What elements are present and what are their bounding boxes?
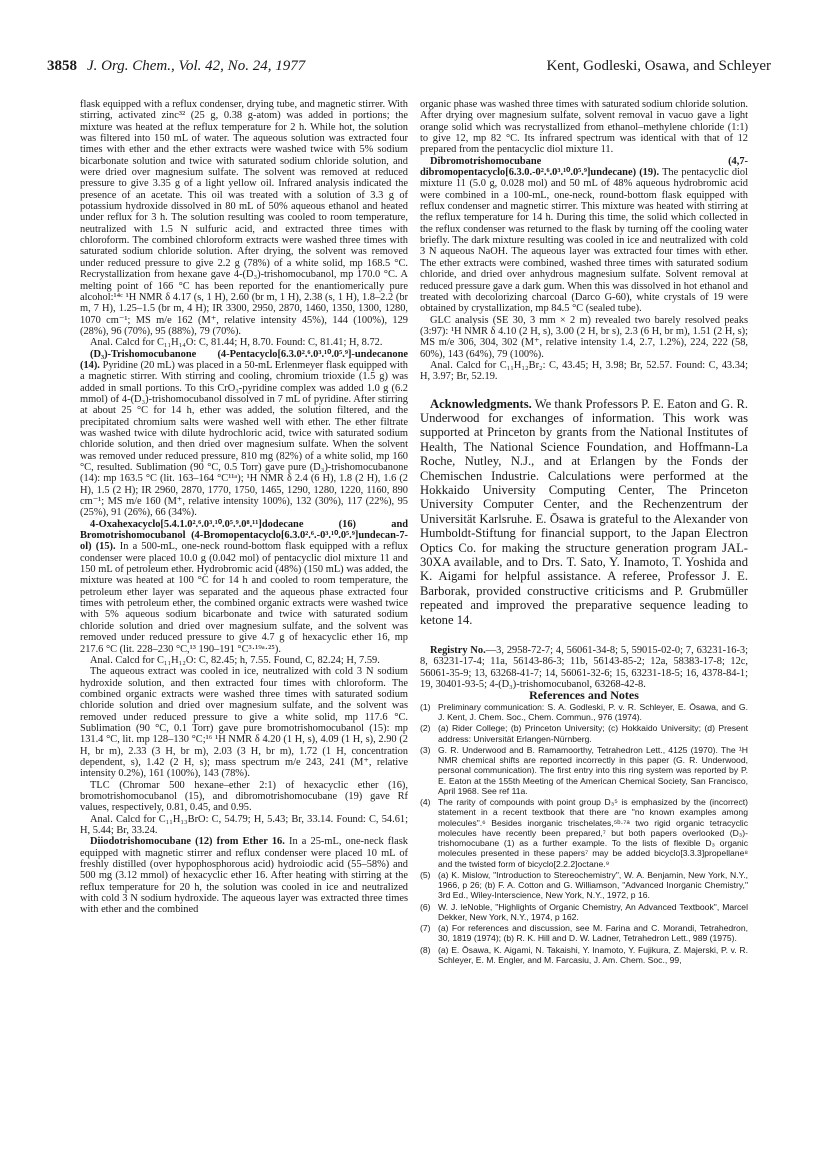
reference-text: Preliminary communication: S. A. Godleski, P. v. R. Schleyer, E. Ōsawa, and G. J. Kent, J. Chem. Soc., Chem. Commun., 976 (1974). <box>438 701 748 723</box>
reference-item <box>420 902 748 923</box>
reference-number: (2) <box>420 723 431 734</box>
running-authors: Kent, Godleski, Osawa, and Schleyer <box>546 58 771 74</box>
section-title: Dibromotrishomocubane (4,7-dibromopentacyclo[6.3.0.-0².⁶.0³.¹⁰.0⁵.⁹]undecane) (19). <box>420 155 748 179</box>
paragraph-body: In a 500-mL, one-neck round-bottom flask equipped with a reflux condenser were placed 10.0 g (0.042 mol) of pentacyclic diol mixture 11 and 150 mL of petroleum ether. Hydrobromic acid (48%) (150 mL) was added, the mixture was heated at 100 °C for 14 h and cooled to room temperature, the petroleum ether layer was separated and the aqueous phase extracted four times with petroleum ether, the combined organic extracts were washed twice with 5% aqueous sodium bicarbonate and twice with saturated sodium chloride solution and dried over magnesium sulfate, and the solvent was removed under reduced pressure to give 4.7 g of hexacyclic ether 16, mp 217.6 °C (lit. 228–230 °C,¹³ 190–191 °C³·¹⁹ᵃ·²⁵). <box>80 541 408 655</box>
page-header <box>47 58 771 80</box>
reference-text: (a) For references and discussion, see M. Farina and C. Morandi, Tetrahedron, 30, 1819 (1974); (b) R. K. Hill and D. W. Ladner, Tetrahedron Lett., 989 (1975). <box>438 923 748 944</box>
paragraph-body: In a 25-mL, one-neck flask equipped with magnetic stirrer and reflux condenser were placed 10 mL of freshly distilled (over hypophosphorous acid) hydroiodic acid (55–58%) and 500 mg (3.12 mmol) of hexacyclic ether 16. After heating with stirring at the reflux temperature for 20 h, the solution was cooled in ice and neutralized with cold 3 N sodium hydroxide. The aqueous layer was extracted three times with ether and the combined <box>80 836 408 916</box>
paragraph: Anal. Calcd for C₁₁H₁₄O: C, 81.44; H, 8.70. Found: C, 81.41; H, 8.72. <box>90 337 383 349</box>
journal-citation: J. Org. Chem., Vol. 42, No. 24, 1977 <box>87 58 306 74</box>
reference-text: G. R. Underwood and B. Ramamoorthy, Tetrahedron Lett., 4125 (1970). The ¹H NMR chemical shifts are reported incorrectly in this paper (G. R. Underwood, personal communication). The first entry into this ring system was reported by P. E. Eaton at the 155th Meeting of the American Chemical Society, San Francisco, April 1968. See ref 11a. <box>438 744 748 796</box>
references-list <box>420 702 748 965</box>
paragraph: GLC analysis (SE 30, 3 mm × 2 m) revealed two barely resolved peaks (3:97): ¹H NMR δ 4.10 (2 H, s), 3.00 (2 H, br s), 2.3 (6 H, br m), 1.51 (2 H, s); MS m/e 306, 304, 302 (M⁺, relative intensity 1.4, 2.7, 1.2%), 224, 222 (58, 60%), 143 (64%), 79 (100%). <box>420 314 748 360</box>
paragraph <box>80 349 408 519</box>
reference-number: (8) <box>420 944 431 955</box>
reference-number: (7) <box>420 923 431 934</box>
left-column <box>80 99 408 916</box>
registry-numbers <box>420 645 748 690</box>
ack-body: We thank Professors P. E. Eaton and G. R. Underwood for exchanges of information. This work was supported at Princeton by grants from the National Institutes of Health, The National Science Foundation, and Hoffmann-La Roche, Nutley, N.J., and at Erlangen by the Fonds der Chemischen Industrie. Calculations were performed at the Hokkaido University Computing Center, The Princeton University Computer Center, and the Rechenzentrum der Universität Karlsruhe. E. Ōsawa is grateful to the Alexander von Humboldt-Stiftung for financial support, to the Japan Electron Optics Co. for making the structure generation program JAL-30XA available, and to Drs. T. Sato, Y. Inamoto, T. Yoshida and K. Aigami for helpful assistance. A referee, Professor J. E. Barborak, provided constructive criticisms and P. Grubmüller repeated and improved the preparative sequence leading to ketone 14. <box>420 396 748 627</box>
reference-text: (a) E. Ōsawa, K. Aigami, N. Takaishi, Y. Inamoto, Y. Fujikura, Z. Majerski, P. v. R. Schleyer, E. M. Engler, and M. Farcasiu, J. Am. Chem. Soc., 99, <box>438 944 748 965</box>
section-title: Diiodotrishomocubane (12) from Ether 16. <box>90 836 285 848</box>
paragraph: Anal. Calcd for C₁₁H₁₂Br₂: C, 43.45; H, 3.98; Br, 52.57. Found: C, 43.34; H, 3.97; Br, 52.19. <box>420 359 748 383</box>
reference-item <box>420 745 748 796</box>
section-title: 4-Oxahexacyclo[5.4.1.0².⁶.0³.¹⁰.0⁵.⁹.0⁸.¹¹]dodecane (16) and Bromotrishomocubanol (4-Bromopentacyclo[6.3.0².⁶.-0³.¹⁰.0⁵.⁹]undecan-7-ol) (15). <box>80 518 408 553</box>
reference-number: (4) <box>420 797 431 808</box>
ack-title: Acknowledgments. <box>430 396 532 411</box>
paragraph <box>80 519 408 655</box>
paragraph: The aqueous extract was cooled in ice, neutralized with cold 3 N sodium hydroxide solution, and then extracted four times with chloroform. The combined organic extracts were washed three times with saturated sodium chloride solution and dried over magnesium sulfate, and the solvent was removed under reduced pressure to give a white solid, mp 117.6 °C. Sublimation (90 °C, 0.1 Torr) gave pure bromotrishomocubanol (15): mp 131.4 °C, lit. mp 128–130 °C;¹⁶ ¹H NMR δ 4.20 (1 H, s), 4.09 (1 H, s), 2.90 (2 H, br m), 2.33 (3 H, br m), 2.03 (3 H, br m), 1.72 (1 H, concentration dependent, s), 1.42 (2 H, s); mass spectrum m/e 243, 241 (M⁺, relative intensity 0.2%), 161 (100%), 143 (78%). <box>80 666 408 780</box>
reference-item <box>420 723 748 744</box>
registry-body: —3, 2958-72-7; 4, 56061-34-8; 5, 59015-02-0; 7, 63231-16-3; 8, 63231-17-4; 11a, 56143-86-3; 11b, 56143-85-2; 12a, 58383-17-8; 12c, 56061-35-9; 13, 63268-41-7; 14, 56061-32-6; 15, 63231-18-5; 16, 4378-84-1; 19, 30401-93-5; 4-(D₃)-trishomocubanol, 63268-42-8. <box>420 645 749 691</box>
reference-text: W. J. leNoble, "Highlights of Organic Chemistry, An Advanced Textbook", Marcel Dekker, New York, N.Y., 1974, p 162. <box>438 901 748 922</box>
paragraph <box>80 836 408 915</box>
reference-text: (a) Rider College; (b) Princeton University; (c) Hokkaido University; (d) Present address: Universität Erlangen-Nürnberg. <box>438 723 748 744</box>
reference-item <box>420 945 748 966</box>
reference-item <box>420 702 748 723</box>
reference-text: (a) K. Mislow, "Introduction to Stereochemistry", W. A. Benjamin, New York, N.Y., 1966, p 26; (b) F. A. Cotton and G. Williamson, "Advanced Inorganic Chemistry," 3rd Ed., Wiley-Interscience, New York, N.Y., 1972, p 16. <box>438 869 748 901</box>
paragraph: Anal. Calcd for C₁₁H₁₂O: C, 82.45; h, 7.55. Found, C, 82.24; H, 7.59. <box>90 654 380 666</box>
right-column <box>420 99 748 966</box>
reference-item <box>420 923 748 944</box>
section-title: (D₃)-Trishomocubanone (4-Pentacyclo[6.3.0².⁶.0³.¹⁰.0⁵.⁹]-undecanone (14). <box>80 348 408 371</box>
paragraph: Anal. Calcd for C₁₁H₁₃BrO: C, 54.79; H, 5.43; Br, 33.14. Found: C, 54.61; H, 5.44; Br, 33.24. <box>80 813 408 836</box>
references-heading: References and Notes <box>529 688 639 703</box>
acknowledgments <box>420 397 748 628</box>
page-number: 3858 <box>47 58 77 74</box>
reference-item <box>420 797 748 869</box>
reference-number: (1) <box>420 701 431 712</box>
reference-text: The rarity of compounds with point group D₃⁵ is emphasized by the (incorrect) statement in a recent textbook that there are "no known examples among molecules".⁶ Besides inorganic trischelates,⁵ᵇ·⁷ᵃ two rigid organic tetracyclic molecules have recently been prepared,⁷ but both papers overlooked (D₃)-trishomocubane (1) as a further example. To the lists of flexible D₃ organic molecules presented in these papers⁷ may be added bicyclo[3.3.3]propellane⁸ and the twisted form of bicyclo[2.2.2]octane.⁹ <box>438 797 748 869</box>
paragraph <box>420 156 748 315</box>
reference-number: (5) <box>420 869 431 880</box>
paragraph-body: Pyridine (20 mL) was placed in a 50-mL Erlenmeyer flask equipped with a magnetic stirrer. With stirring and cooling, chromium trioxide (1.5 g) was added in small portions. To this CrO₃-pyridine complex was added 1.0 g (6.2 mmol) of 4-(D₃)-trishomocubanol dissolved in 7 mL of pyridine. After stirring at about 25 °C for 14 h, ether was added, the solution filtered, and the precipitated chromium salts were washed well with ether. The ether filtrate was washed twice with dilute hydrochloric acid, twice with saturated sodium chloride solution, and then dried over magnesium sulfate. When the solvent was removed under reduced pressure, 810 mg (82%) of a white solid, mp 160 °C, resulted. Sublimation (90 °C, 0.5 Torr) gave pure (D₃)-trishomocubanone (14): mp 163.5 °C (lit. 163–164 °C¹¹ᵃ); ¹H NMR δ 2.4 (6 H), 1.8 (2 H), 1.6 (2 H), 1.5 (2 H); IR 2960, 2870, 1770, 1750, 1465, 1290, 1280, 1220, 1160, 890 cm⁻¹; MS m/e 160 (M⁺, relative intensity 100%), 132 (30%), 117 (22%), 95 (25%), 91 (26%), 66 (34%). <box>80 359 408 519</box>
reference-number: (6) <box>420 901 431 912</box>
reference-number: (3) <box>420 744 431 755</box>
registry-title: Registry No. <box>430 645 486 657</box>
reference-item <box>420 870 748 901</box>
paragraph: organic phase was washed three times with saturated sodium chloride solution. After drying over magnesium sulfate, solvent removal in vacuo gave a light orange solid which was recrystallized from ethanol–methylene chloride (1:1) to give 12, mp 82 °C. Its infrared spectrum was identical with that of 12 prepared from the pentacyclic diol mixture 11. <box>420 99 748 156</box>
paragraph-body: The pentacyclic diol mixture 11 (5.0 g, 0.028 mol) and 50 mL of 48% aqueous hydrobromic acid were combined in a 100-mL, one-neck, round-bottom flask equipped with reflux condenser and magnetic stirrer. This mixture was heated with stirring at the reflux temperature for 14 h. During this time, the solid which collected in the reflux condenser was returned to the flask by turning off the cooling water briefly. The dark mixture resulting was cooled in ice and neutralized with cold 3 N aqueous NaOH. The aqueous layer was extracted four times with ether. The ether extracts were combined, washed three times with saturated sodium chloride, and dried over anhydrous magnesium sulfate. Solvent removal at reduced pressure gave a dark gum. When this was dissolved in hot ethanol and treated with decolorizing charcoal (Darco G-60), white crystals of 19 were obtained by crystallization, mp 84.5 °C (sealed tube). <box>420 167 749 315</box>
paragraph: flask equipped with a reflux condenser, drying tube, and magnetic stirrer. With stirring, activated zinc³² (25 g, 0.38 g-atom) was added in portions; the mixture was heated at the reflux temperature for 2 h. While hot, the solution was filtered into 150 mL of water. The aqueous solution was extracted four times with ether and the ether extracts were washed twice with 5% sodium bicarbonate solution and twice with saturated sodium chloride solution, and were dried over magnesium sulfate. The solvent was removed at reduced pressure to give 3.35 g of a light yellow oil. Infrared analysis indicated the presence of an acetate. This oil was treated with a solution of 3.3 g of potassium hydroxide dissolved in 80 mL of 50% aqueous ethanol and heated under reflux for 3 h. The solution resulting was cooled to room temperature, neutralized with 1.5 N sulfuric acid, and extracted three times with chloroform. The combined chloroform extracts were washed three times with saturated sodium chloride solution. After drying, the solvent was removed under reduced pressure to give 2.2 g (78%) of a white solid, mp 168.5 °C. Recrystallization from hexane gave 4-(D₃)-trishomocubanol, mp 170.0 °C. A melting point of 166 °C has been reported for the enantiomerically pure alcohol:¹⁴ᶜ ¹H NMR δ 4.17 (s, 1 H), 2.60 (br m, 1 H), 2.38 (s, 1 H), 1.8–2.2 (br m, 7 H), 1.25–1.5 (br m, 4 H); IR 3300, 2950, 2870, 1460, 1350, 1300, 1280, 1070 cm⁻¹; MS m/e 162 (M⁺, relative intensity 45%), 144 (100%), 129 (28%), 96 (70%), 95 (88%), 79 (70%). <box>80 99 408 337</box>
paragraph: TLC (Chromar 500 hexane–ether 2:1) of hexacyclic ether (16), bromotrishomocubanol (15), and dibromotrishomocubane (19) gave Rf values, respectively, 0.81, 0.45, and 0.95. <box>80 779 408 814</box>
